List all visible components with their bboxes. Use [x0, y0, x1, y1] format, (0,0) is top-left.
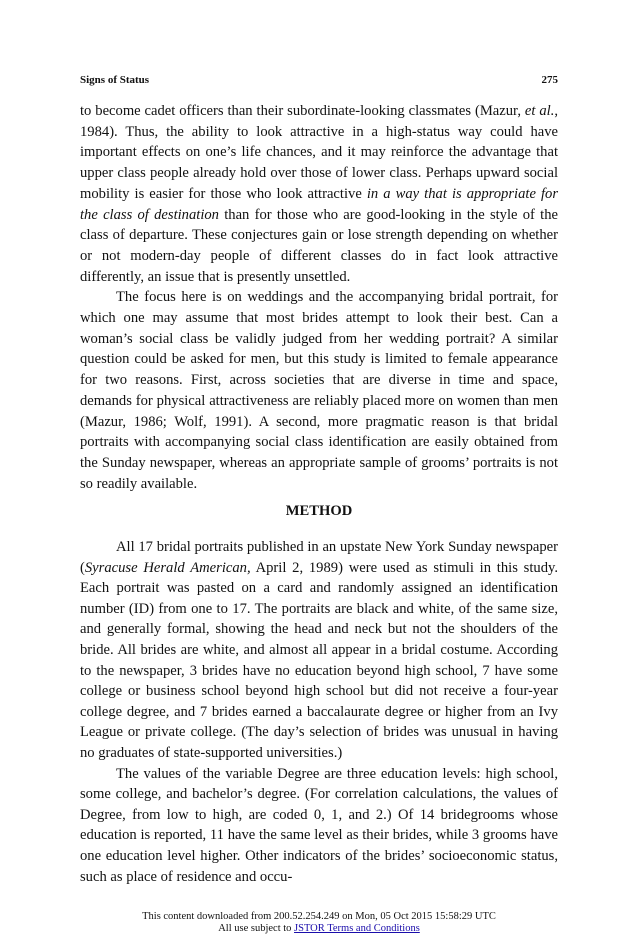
running-title: Signs of Status — [80, 74, 150, 86]
italic-text-run: Syracuse Herald American, — [84, 559, 251, 576]
download-footer — [0, 911, 638, 935]
jstor-terms-link[interactable]: JSTOR Terms and Conditions — [294, 923, 420, 934]
text-run: than for those who are good-looking in the style of the class of departure. These conjectures gain or lose strength depending on whether or not modern-day people of different classes do in fact look attractive differently, an issue that is presently unsettled. — [80, 206, 558, 285]
paragraph-method-2: The values of the variable Degree are three education levels: high school, some college, and bachelor’s degree. (For correlation calculations, the values of Degree, from low to high, are coded 0, 1, and 2.) Of 14 bridegrooms whose education is reported, 11 have the same level as their brides, while 3 grooms have one education level higher. Other indicators of the brides’ socioeconomic status, such as place of residence and occu- — [80, 765, 558, 885]
download-notice: This content downloaded from 200.52.254.249 on Mon, 05 Oct 2015 15:58:29 UTC — [142, 911, 496, 922]
paragraph-continued — [80, 101, 558, 287]
running-header — [80, 74, 558, 90]
paragraph-method-1 — [80, 537, 558, 764]
section-heading-method: METHOD — [285, 503, 353, 519]
text-run: , 1984). Thus, the ability to look attractive in a high-status way could have important effects on one’s life chances, and it may reinforce the advantage that upper class people already hold over those of lower class. Perhaps upward social mobility is easier for those who look attractive — [80, 103, 558, 202]
body-text-intro — [80, 101, 558, 494]
text-run: to become cadet officers than their subordinate-looking classmates (Mazur, — [80, 103, 525, 119]
terms-line — [0, 923, 638, 935]
page-number: 275 — [541, 74, 558, 86]
body-text-method — [80, 537, 558, 887]
text-run: All 17 bridal portraits published in an upstate New York Sunday newspaper ( — [80, 539, 558, 576]
text-run: April 2, 1989) were used as stimuli in this study. Each portrait was pasted on a card and randomly assigned an identification number (ID) from one to 17. The portraits are black and white, of the same size, and generally formal, showing the head and neck but not the shoulders of the bride. All brides are white, and almost all appear in a bridal costume. According to the newspaper, 3 brides have no education beyond high school, 7 have some college or business school beyond high school but did not receive a four-year college degree, and 7 brides earned a baccalaurate degree or higher from an Ivy League or private college. (The day’s selection of brides was unusual in having no graduates of state-supported universities.) — [80, 559, 558, 761]
italic-text-run: in a way that is appropriate for the class of destination — [80, 185, 559, 223]
italic-text-run: et al. — [524, 103, 555, 119]
paragraph-focus: The focus here is on weddings and the accompanying bridal portrait, for which one may assume that most brides attempt to look their best. Can a woman’s social class be validly judged from her wedding portrait? A similar question could be asked for men, but this study is limited to female appearance for two reasons. First, across societies that are diverse in time and space, demands for physical attractiveness are reliably placed more on women than men (Mazur, 1986; Wolf, 1991). A second, more pragmatic reason is that bridal portraits with accompanying social class identification are easily obtained from the Sunday newspaper, whereas an appropriate sample of grooms’ portraits is not so readily available. — [80, 289, 558, 492]
terms-prefix: All use subject to — [218, 923, 295, 934]
